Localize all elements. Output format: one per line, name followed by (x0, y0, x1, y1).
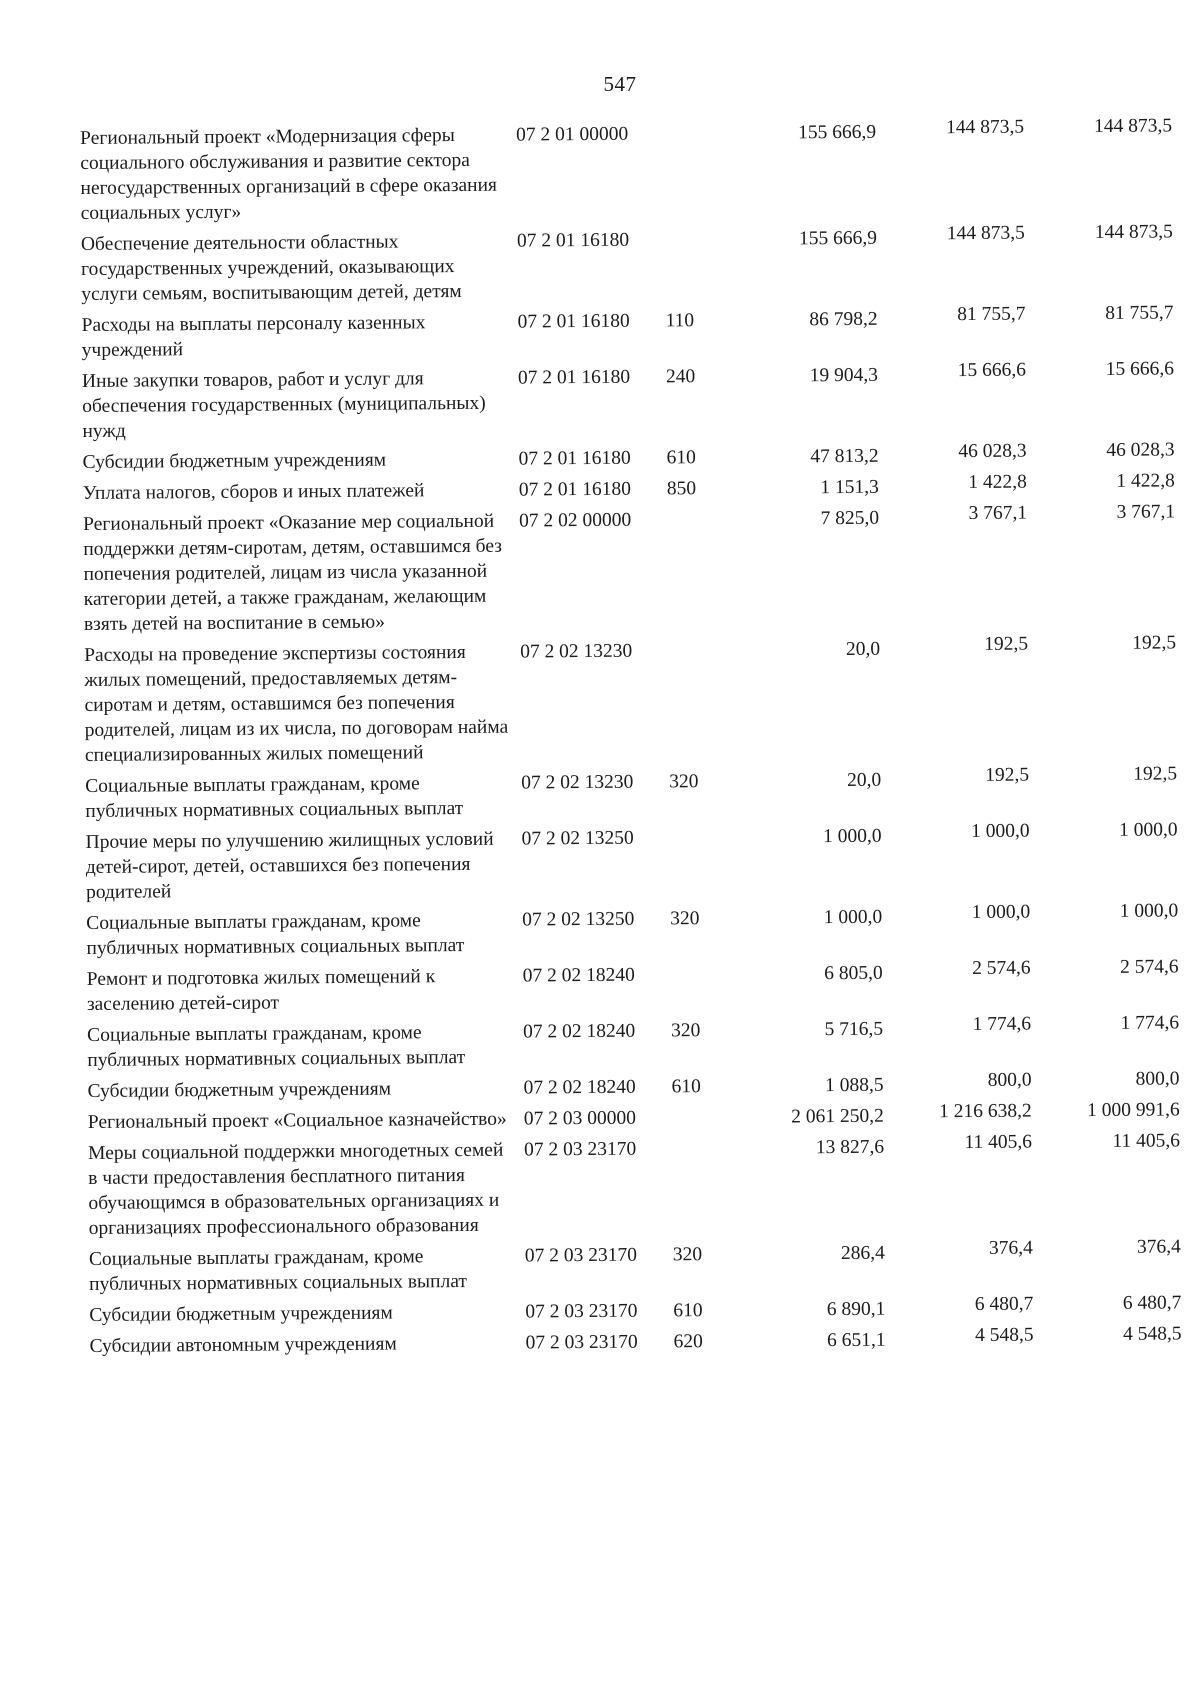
row-amount-year1: 2 061 250,2 (791, 1105, 884, 1128)
row-amount-year3: 6 480,7 (1122, 1292, 1182, 1314)
row-amount-year1: 20,0 (845, 638, 881, 660)
row-amount-year2: 376,4 (988, 1237, 1033, 1259)
row-amount-year2: 1 422,8 (968, 471, 1027, 494)
row-code: 07 2 02 18240 (523, 1020, 636, 1043)
row-amount-year2: 192,5 (985, 764, 1030, 786)
row-name: Субсидии бюджетным учреждениям (87, 1078, 392, 1102)
row-amount-year3: 192,5 (1132, 632, 1177, 654)
row-amount-year2: 4 548,5 (974, 1324, 1034, 1347)
row-expense-type (665, 507, 724, 638)
row-amount-year2: 3 767,1 (968, 502, 1028, 525)
row-expense-type: 320 (669, 771, 699, 793)
row-amount-year1: 286,4 (840, 1242, 885, 1265)
row-name: Социальные выплаты гражданам, кроме публичных нормативных социальных выплат (86, 910, 465, 959)
row-amount-year1: 1 000,0 (823, 906, 883, 929)
row-code: 07 2 02 13250 (522, 908, 635, 931)
row-amount-year2: 81 755,7 (957, 303, 1026, 326)
row-code: 07 2 02 13230 (520, 640, 633, 663)
row-amount-year2: 1 216 638,2 (939, 1100, 1032, 1123)
row-amount-year2: 6 480,7 (974, 1293, 1034, 1316)
row-name: Иные закупки товаров, работ и услуг для обеспечения государственных (муниципальных) нужд (81, 368, 486, 442)
row-expense-type: 610 (666, 447, 696, 469)
row-code: 07 2 02 13230 (521, 771, 634, 794)
row-name: Ремонт и подготовка жилых помещений к заселению детей-сирот (86, 966, 436, 1015)
row-amount-year1: 86 798,2 (809, 308, 878, 331)
row-amount-year3: 15 666,6 (1105, 358, 1175, 380)
row-amount-year2: 144 873,5 (945, 116, 1025, 139)
row-amount-year3: 1 000 991,6 (1087, 1099, 1180, 1122)
row-amount-year3: 46 028,3 (1106, 439, 1175, 461)
row-name: Субсидии автономным учреждениям (89, 1333, 397, 1357)
row-amount-year3: 1 774,6 (1120, 1012, 1180, 1034)
row-name: Региональный проект «Социальное казначейство» (87, 1108, 507, 1133)
row-expense-type (663, 227, 722, 308)
row-code: 07 2 03 23170 (525, 1300, 638, 1323)
row-code: 07 2 02 18240 (523, 1076, 636, 1099)
row-code: 07 2 01 16180 (516, 229, 630, 252)
row-name: Субсидии бюджетным учреждениям (82, 449, 387, 473)
row-amount-year3: 1 422,8 (1116, 470, 1175, 492)
row-name: Обеспечение деятельности областных государственных учреждений, оказывающих услуги семьям, воспитывающим детей, детям (80, 231, 462, 305)
row-amount-year2: 192,5 (984, 633, 1029, 655)
row-amount-year1: 7 825,0 (820, 507, 880, 530)
row-code: 07 2 01 16180 (518, 478, 632, 501)
row-amount-year2: 11 405,6 (964, 1131, 1033, 1154)
row-amount-year1: 6 805,0 (824, 962, 883, 985)
row-name: Прочие меры по улучшению жилищных условий детей-сирот, детей, оставшихся без попечения родителей (85, 828, 494, 903)
row-code: 07 2 01 16180 (518, 447, 631, 470)
row-amount-year1: 19 904,3 (809, 364, 879, 387)
row-amount-year3: 2 574,6 (1120, 956, 1179, 978)
row-expense-type: 320 (670, 908, 700, 930)
row-name: Расходы на проведение экспертизы состояния жилых помещений, предоставляемых детям-сиротам и детям, оставшимся без попечения родителей, лицам из их числа, по договорам найма специализированных жилых помещений (84, 641, 509, 766)
row-code: 07 2 02 18240 (522, 964, 635, 987)
row-name: Расходы на выплаты персоналу казенных учреждений (81, 312, 426, 361)
row-amount-year3: 144 873,5 (1094, 221, 1173, 244)
row-amount-year1: 6 651,1 (826, 1329, 886, 1352)
row-code: 07 2 03 00000 (523, 1107, 637, 1130)
table-row (83, 503, 1176, 643)
row-amount-year2: 46 028,3 (958, 440, 1027, 463)
row-expense-type: 240 (665, 366, 696, 388)
row-amount-year2: 1 000,0 (971, 901, 1031, 924)
budget-table-body (80, 117, 1182, 1365)
page-number: 547 (603, 72, 637, 96)
row-amount-year1: 1 151,3 (820, 476, 879, 499)
row-code: 07 2 03 23170 (525, 1331, 638, 1354)
budget-table (80, 117, 1182, 1365)
row-amount-year3: 3 767,1 (1116, 501, 1176, 523)
table-row (88, 1132, 1181, 1247)
row-name: Уплата налогов, сборов и иных платежей (82, 480, 425, 504)
row-amount-year3: 1 000,0 (1119, 900, 1179, 922)
row-code: 07 2 01 16180 (517, 310, 630, 333)
row-amount-year2: 2 574,6 (972, 957, 1031, 980)
row-expense-type: 850 (666, 478, 697, 500)
row-amount-year3: 144 873,5 (1093, 115, 1173, 138)
row-amount-year1: 47 813,2 (810, 445, 879, 468)
row-expense-type: 320 (672, 1244, 703, 1266)
row-amount-year3: 192,5 (1133, 763, 1178, 785)
row-name: Социальные выплаты гражданам, кроме публичных нормативных социальных выплат (85, 773, 464, 822)
row-code: 07 2 02 13250 (521, 827, 634, 850)
row-expense-type (669, 962, 727, 1018)
row-amount-year2: 1 000,0 (970, 820, 1030, 843)
row-amount-year3: 800,0 (1135, 1068, 1180, 1090)
row-amount-year3: 4 548,5 (1122, 1323, 1182, 1345)
row-amount-year1: 20,0 (846, 769, 882, 791)
row-expense-type (668, 825, 727, 906)
row-code: 07 2 03 23170 (524, 1244, 638, 1267)
row-name: Региональный проект «Оказание мер социальной поддержки детям-сиротам, детям, оставшимся без попечения родителей, лицам из числа указанной категории детей, а также гражданам, желающим взять детей на воспитание в семью» (83, 510, 502, 635)
row-expense-type (666, 638, 725, 769)
row-expense-type: 620 (673, 1331, 703, 1353)
row-name: Меры социальной поддержки многодетных семей в части предоставления бесплатного питания обучающимся в образовательных организациях и организациях профессионального образования (87, 1139, 504, 1239)
row-amount-year2: 15 666,6 (957, 359, 1027, 382)
row-expense-type (662, 121, 721, 227)
row-amount-year3: 1 000,0 (1118, 819, 1178, 841)
row-amount-year1: 155 666,9 (798, 227, 877, 250)
row-amount-year1: 155 666,9 (797, 121, 877, 144)
row-amount-year1: 1 088,5 (824, 1074, 884, 1097)
row-name: Региональный проект «Модернизация сферы социального обслуживания и развитие сектора негосударственных организаций в сфере оказания социальных услуг» (80, 125, 498, 224)
row-amount-year2: 144 873,5 (946, 222, 1025, 245)
row-code: 07 2 02 00000 (519, 509, 632, 532)
row-amount-year2: 1 774,6 (972, 1013, 1032, 1036)
row-amount-year2: 800,0 (987, 1069, 1032, 1091)
table-row (86, 821, 1179, 911)
row-code: 07 2 03 23170 (523, 1138, 637, 1161)
row-expense-type: 610 (671, 1076, 701, 1098)
row-amount-year1: 13 827,6 (815, 1136, 885, 1159)
row-expense-type: 610 (673, 1300, 703, 1322)
row-name: Социальные выплаты гражданам, кроме публичных нормативных социальных выплат (87, 1022, 466, 1071)
row-code: 07 2 01 00000 (516, 123, 629, 146)
table-row (80, 117, 1173, 232)
row-name: Социальные выплаты гражданам, кроме публичных нормативных социальных выплат (88, 1246, 468, 1295)
row-amount-year1: 5 716,5 (824, 1018, 884, 1041)
table-row (81, 223, 1174, 313)
row-amount-year3: 81 755,7 (1105, 302, 1174, 324)
row-expense-type: 110 (665, 310, 695, 332)
row-expense-type: 320 (671, 1020, 701, 1042)
row-expense-type (670, 1105, 728, 1136)
table-row (84, 634, 1177, 774)
row-expense-type (670, 1136, 729, 1242)
row-amount-year1: 1 000,0 (823, 825, 882, 848)
row-code: 07 2 01 16180 (517, 366, 631, 389)
row-name: Субсидии бюджетным учреждениям (89, 1302, 393, 1326)
table-row (82, 360, 1175, 450)
row-amount-year1: 6 890,1 (826, 1298, 886, 1321)
row-amount-year3: 376,4 (1136, 1236, 1181, 1258)
row-amount-year3: 11 405,6 (1112, 1130, 1181, 1152)
